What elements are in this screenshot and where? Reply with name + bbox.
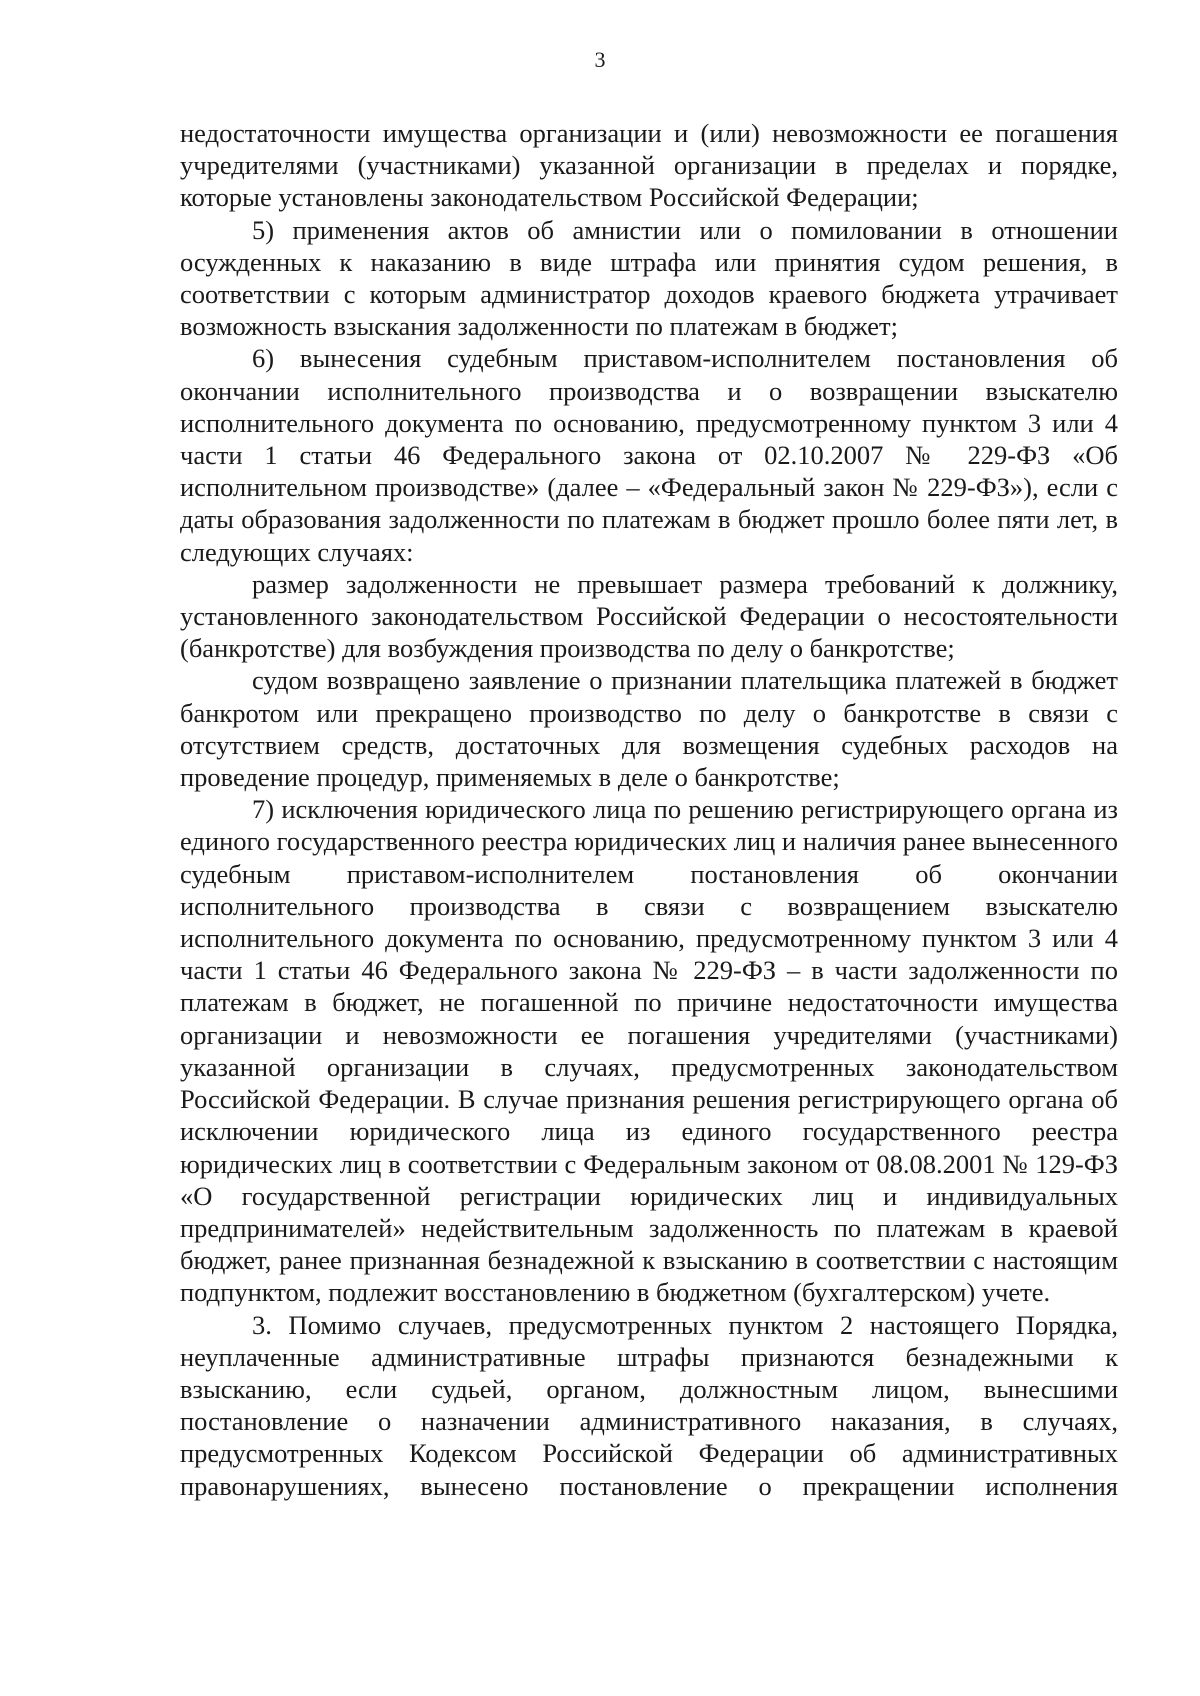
document-body <box>180 117 1118 1502</box>
paragraph-item-7: 7) исключения юридического лица по решению регистрирующего органа из единого государственного реестра юридических лиц и наличия ранее вынесенного судебным приставом-исполнителем постановления об окончании исполнительного производства в связи с возвращением взыскателю исполнительного документа по основанию, предусмотренному пунктом 3 или 4 части 1 статьи 46 Федерального закона № 229-ФЗ – в части задолженности по платежам в бюджет, не погашенной по причине недостаточности имущества организации и невозможности ее погашения учредителями (участниками) указанной организации в случаях, предусмотренных законодательством Российской Федерации. В случае признания решения регистрирующего органа об исключении юридического лица из единого государственного реестра юридических лиц в соответствии с Федеральным законом от 08.08.2001 № 129-ФЗ «О государственной регистрации юридических лиц и индивидуальных предпринимателей» недействительным задолженность по платежам в краевой бюджет, ранее признанная безнадежной к взысканию в соответствии с настоящим подпунктом, подлежит восстановлению в бюджетном (бухгалтерском) учете. <box>180 794 1118 1308</box>
paragraph-item-6: 6) вынесения судебным приставом-исполнителем постановления об окончании исполнительного производства и о возвращении взыскателю исполнительного документа по основанию, предусмотренному пунктом 3 или 4 части 1 статьи 46 Федерального закона от 02.10.2007 № 229-ФЗ «Об исполнительном производстве» (далее – «Федеральный закон № 229-ФЗ»), если с даты образования задолженности по платежам в бюджет прошло более пяти лет, в следующих случаях: <box>180 343 1118 567</box>
paragraph-item-5: 5) применения актов об амнистии или о помиловании в отношении осужденных к наказанию в виде штрафа или принятия судом решения, в соответствии с которым администратор доходов краевого бюджета утрачивает возможность взыскания задолженности по платежам в бюджет; <box>180 214 1118 342</box>
page-number: 3 <box>594 47 606 72</box>
paragraph-case-court-returned: судом возвращено заявление о признании плательщика платежей в бюджет банкротом или прекращено производство по делу о банкротстве в связи с отсутствием средств, достаточных для возмещения судебных расходов на проведение процедур, применяемых в деле о банкротстве; <box>180 665 1118 793</box>
paragraph-continuation: недостаточности имущества организации и (или) невозможности ее погашения учредителями (участниками) указанной организации в пределах и порядке, которые установлены законодательством Российской Федерации; <box>180 118 1118 213</box>
paragraph-case-debt-size: размер задолженности не превышает размера требований к должнику, установленного законодательством Российской Федерации о несостоятельности (банкротстве) для возбуждения производства по делу о банкротстве; <box>180 568 1118 664</box>
paragraph-section-3: 3. Помимо случаев, предусмотренных пунктом 2 настоящего Порядка, неуплаченные административные штрафы признаются безнадежными к взысканию, если судьей, органом, должностным лицом, вынесшими постановление о назначении административного наказания, в случаях, предусмотренных Кодексом Российской Федерации об административных правонарушениях, вынесено постановление о прекращении исполнения <box>180 1309 1118 1501</box>
